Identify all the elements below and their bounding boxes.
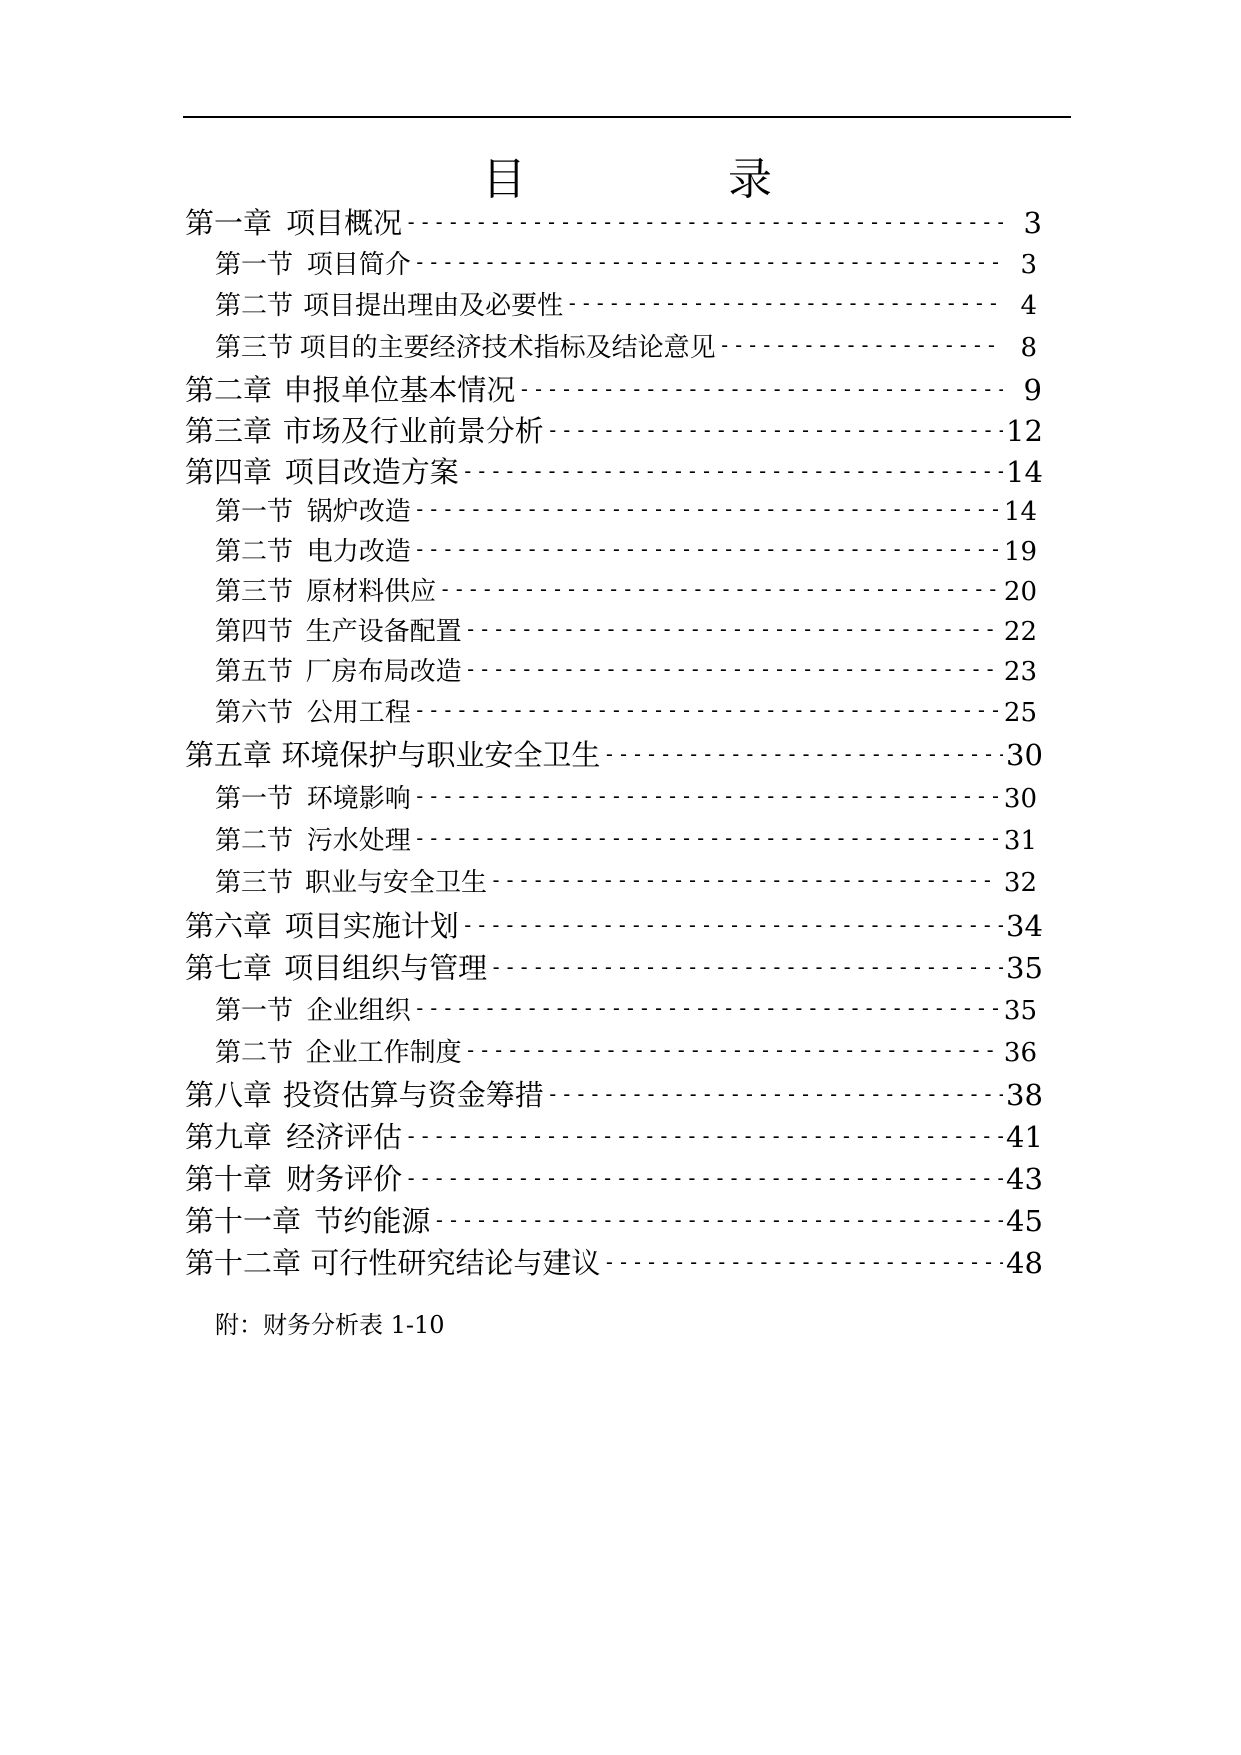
toc-entry-title: 市场及行业前景分析 xyxy=(282,414,544,448)
toc-entry-number: 第八章 xyxy=(185,1078,273,1112)
toc-entry-title: 锅炉改造 xyxy=(306,497,411,527)
toc-dot-leader xyxy=(465,652,998,686)
toc-section-entry[interactable] xyxy=(215,495,1037,533)
toc-section-entry[interactable] xyxy=(215,535,1037,573)
toc-page-number: 31 xyxy=(1003,826,1037,856)
toc-page-number: 19 xyxy=(1003,537,1037,567)
toc-dot-leader xyxy=(465,612,998,646)
toc-section-entry[interactable] xyxy=(215,575,1037,613)
toc-entry-title: 厂房布局改造 xyxy=(305,657,462,687)
toc-dot-leader xyxy=(462,454,1003,488)
toc-entry-number: 第五节 xyxy=(215,657,294,687)
toc-page-number: 43 xyxy=(1006,1162,1043,1196)
toc-entry-title: 电力改造 xyxy=(306,537,411,567)
toc-dot-leader xyxy=(439,572,998,606)
toc-dot-leader xyxy=(547,1077,1003,1111)
toc-section-entry[interactable] xyxy=(215,994,1037,1032)
toc-section-entry[interactable] xyxy=(215,655,1037,693)
toc-page-number: 30 xyxy=(1003,784,1037,814)
toc-entry-number: 第五章 xyxy=(185,738,273,772)
toc-entry-title: 项目提出理由及必要性 xyxy=(303,291,564,321)
appendix-note: 附：财务分析表 1-10 xyxy=(215,1311,445,1339)
toc-entry-title: 公用工程 xyxy=(306,698,411,728)
toc-page-number: 23 xyxy=(1003,657,1037,687)
toc-entry-title: 可行性研究结论与建议 xyxy=(310,1246,601,1280)
toc-page-number: 9 xyxy=(1023,373,1042,407)
toc-entry-number: 第三节 xyxy=(215,868,294,898)
toc-entry-title: 项目实施计划 xyxy=(284,909,459,943)
toc-section-entry[interactable] xyxy=(215,289,1037,327)
toc-page-number: 32 xyxy=(1003,868,1037,898)
toc-chapter-entry[interactable] xyxy=(185,951,1042,989)
toc-chapter-entry[interactable] xyxy=(185,738,1042,776)
toc-entry-number: 第十章 xyxy=(185,1162,273,1196)
toc-page-number: 25 xyxy=(1003,698,1037,728)
toc-section-entry[interactable] xyxy=(215,782,1037,820)
toc-page-number: 14 xyxy=(1003,497,1037,527)
toc-page-number: 8 xyxy=(1020,333,1037,363)
toc-page-number: 3 xyxy=(1023,206,1042,240)
toc-chapter-entry[interactable] xyxy=(185,414,1042,452)
toc-dot-leader xyxy=(414,492,998,526)
toc-entry-number: 第一节 xyxy=(215,250,294,280)
toc-entry-title: 项目简介 xyxy=(306,250,411,280)
toc-entry-number: 第二节 xyxy=(215,537,294,567)
toc-entry-title: 职业与安全卫生 xyxy=(304,868,487,898)
toc-dot-leader xyxy=(603,737,1003,771)
toc-dot-leader xyxy=(405,205,1003,239)
toc-entry-title: 企业组织 xyxy=(306,996,411,1026)
toc-chapter-entry[interactable] xyxy=(185,206,1042,244)
toc-entry-title: 环境保护与职业安全卫生 xyxy=(281,738,601,772)
toc-chapter-entry[interactable] xyxy=(185,455,1042,493)
toc-dot-leader xyxy=(603,1245,1003,1279)
toc-dot-leader xyxy=(490,863,998,897)
toc-entry-number: 第一节 xyxy=(215,784,294,814)
toc-entry-title: 生产设备配置 xyxy=(305,617,462,647)
toc-chapter-entry[interactable] xyxy=(185,1078,1042,1116)
toc-entry-number: 第二节 xyxy=(215,291,294,321)
toc-entry-title: 申报单位基本情况 xyxy=(283,373,516,407)
toc-entry-title: 企业工作制度 xyxy=(305,1038,462,1068)
toc-page-number: 36 xyxy=(1003,1038,1037,1068)
toc-dot-leader xyxy=(414,693,998,727)
toc-entry-number: 第十二章 xyxy=(185,1246,302,1280)
toc-entry-title: 财务评价 xyxy=(286,1162,403,1196)
toc-chapter-entry[interactable] xyxy=(185,1246,1042,1284)
toc-entry-number: 第一章 xyxy=(185,206,273,240)
toc-entry-number: 第二节 xyxy=(215,1038,294,1068)
toc-dot-leader xyxy=(719,328,998,362)
toc-page-number: 3 xyxy=(1020,250,1037,280)
toc-page-number: 34 xyxy=(1006,909,1043,943)
toc-dot-leader xyxy=(462,908,1003,942)
toc-chapter-entry[interactable] xyxy=(185,1162,1042,1200)
toc-page-number: 12 xyxy=(1006,414,1043,448)
toc-title-char-1: 目 xyxy=(482,154,526,205)
toc-entry-number: 第一节 xyxy=(215,497,294,527)
toc-dot-leader xyxy=(490,950,1003,984)
toc-dot-leader xyxy=(414,245,998,279)
toc-section-entry[interactable] xyxy=(215,696,1037,734)
toc-entry-number: 第一节 xyxy=(215,996,294,1026)
toc-entry-number: 第三章 xyxy=(185,414,273,448)
toc-title-char-2: 录 xyxy=(728,154,772,205)
toc-entry-number: 第九章 xyxy=(185,1120,273,1154)
toc-section-entry[interactable] xyxy=(215,331,1037,369)
toc-entry-title: 项目概况 xyxy=(286,206,403,240)
toc-entry-title: 经济评估 xyxy=(286,1120,403,1154)
toc-page-number: 14 xyxy=(1006,455,1043,489)
toc-title xyxy=(0,150,1241,210)
toc-page-number: 35 xyxy=(1003,996,1037,1026)
toc-chapter-entry[interactable] xyxy=(185,1120,1042,1158)
toc-entry-number: 第六节 xyxy=(215,698,294,728)
toc-dot-leader xyxy=(547,413,1003,447)
toc-section-entry[interactable] xyxy=(215,1036,1037,1074)
toc-dot-leader xyxy=(414,532,998,566)
header-rule xyxy=(183,116,1071,118)
toc-dot-leader xyxy=(414,821,998,855)
toc-page-number: 4 xyxy=(1020,291,1037,321)
toc-entry-title: 节约能源 xyxy=(314,1204,431,1238)
toc-entry-title: 原材料供应 xyxy=(306,577,437,607)
toc-entry-title: 投资估算与资金筹措 xyxy=(282,1078,544,1112)
toc-page-number: 20 xyxy=(1003,577,1037,607)
toc-entry-number: 第二节 xyxy=(215,826,294,856)
toc-dot-leader xyxy=(566,286,998,320)
toc-dot-leader xyxy=(465,1033,998,1067)
toc-chapter-entry[interactable] xyxy=(185,909,1042,947)
toc-dot-leader xyxy=(414,779,998,813)
toc-entry-number: 第四节 xyxy=(215,617,294,647)
toc-page-number: 38 xyxy=(1006,1078,1043,1112)
toc-entry-title: 项目改造方案 xyxy=(284,455,459,489)
toc-page-number: 45 xyxy=(1006,1204,1043,1238)
toc-entry-number: 第七章 xyxy=(185,951,273,985)
toc-dot-leader xyxy=(433,1203,1003,1237)
toc-dot-leader xyxy=(405,1161,1003,1195)
toc-section-entry[interactable] xyxy=(215,866,1037,904)
toc-entry-title: 环境影响 xyxy=(306,784,411,814)
toc-entry-title: 项目组织与管理 xyxy=(284,951,488,985)
toc-page-number: 48 xyxy=(1006,1246,1043,1280)
toc-entry-number: 第二章 xyxy=(185,373,273,407)
toc-page-number: 35 xyxy=(1006,951,1043,985)
toc-entry-number: 第十一章 xyxy=(185,1204,302,1238)
toc-chapter-entry[interactable] xyxy=(185,1204,1042,1242)
toc-entry-number: 第六章 xyxy=(185,909,273,943)
toc-entry-number: 第三节 xyxy=(215,577,294,607)
toc-entry-title: 项目的主要经济技术指标及结论意见 xyxy=(299,333,716,363)
toc-page-number: 41 xyxy=(1006,1120,1043,1154)
toc-section-entry[interactable] xyxy=(215,248,1037,286)
toc-dot-leader xyxy=(414,991,998,1025)
toc-dot-leader xyxy=(405,1119,1003,1153)
toc-page-number: 22 xyxy=(1003,617,1037,647)
toc-section-entry[interactable] xyxy=(215,824,1037,862)
toc-page-number: 30 xyxy=(1006,738,1043,772)
toc-entry-number: 第四章 xyxy=(185,455,273,489)
toc-dot-leader xyxy=(518,372,1003,406)
toc-chapter-entry[interactable] xyxy=(185,373,1042,411)
toc-section-entry[interactable] xyxy=(215,615,1037,653)
toc-entry-number: 第三节 xyxy=(215,333,294,363)
toc-entry-title: 污水处理 xyxy=(306,826,411,856)
